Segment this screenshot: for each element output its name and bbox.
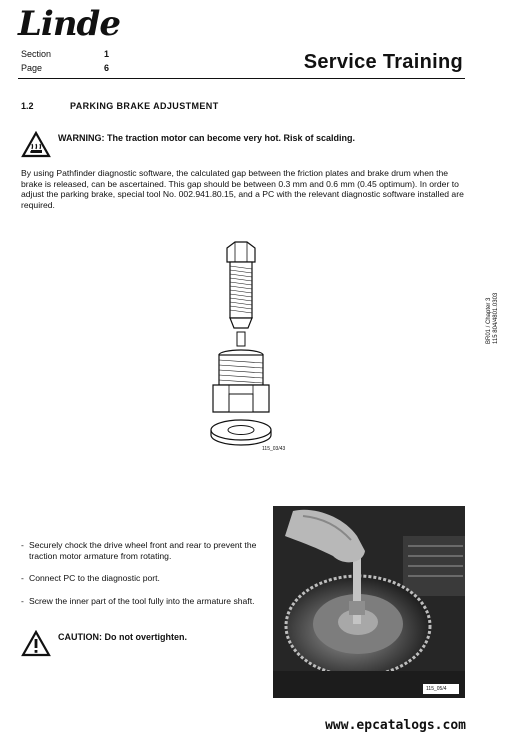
tool-in-armature-photo (273, 506, 465, 698)
bullet-dash: - (21, 573, 24, 584)
header-divider (18, 78, 465, 79)
side-note-line1: BR01 / Chapter 3 (486, 297, 492, 344)
list-item (21, 540, 261, 561)
special-tool-drawing (205, 240, 295, 455)
linde-logo: Linde (18, 4, 120, 44)
caution-text: CAUTION: Do not overtighten. (58, 632, 187, 642)
bullet-dash: - (21, 595, 24, 606)
hot-surface-warning-icon (21, 131, 51, 158)
page-title: Service Training (303, 51, 463, 73)
list-item (21, 596, 261, 607)
website-footer[interactable]: www.epcatalogs.com (325, 718, 466, 733)
list-item (21, 573, 261, 584)
intro-paragraph: By using Pathfinder diagnostic software, the calculated gap between the friction plates and brake drum when the brake is released, can be ascertained. This gap should be between 0.3 mm and 0.6 mm (0.45 optimum). In order to adjust the parking brake, special tool No. 002.941.80.15, and a PC with the relevant diagnostic software installed are required. (21, 168, 464, 210)
caution-icon (21, 630, 51, 657)
section-number: 1.2 (21, 101, 34, 111)
figure1-tag: 115_03/43 (262, 446, 286, 452)
list-item-text: Screw the inner part of the tool fully into the armature shaft. (29, 595, 255, 606)
list-item-text: Securely chock the drive wheel front and rear to prevent the traction motor armature from rotating. (29, 540, 257, 561)
side-note-line2: 115 804/4801.0303 (493, 292, 499, 344)
section-value: 1 (104, 49, 110, 59)
side-note (486, 284, 500, 344)
page-label: Page (21, 63, 43, 73)
instruction-list (21, 540, 261, 618)
warning-text: WARNING: The traction motor can become very hot. Risk of scalding. (58, 133, 356, 143)
section-label: Section (21, 49, 52, 59)
list-item-text: Connect PC to the diagnostic port. (29, 573, 160, 584)
bullet-dash: - (21, 540, 24, 550)
page-value: 6 (104, 63, 110, 73)
section-title: PARKING BRAKE ADJUSTMENT (70, 101, 219, 111)
figure2-tag: 115_05/4 (426, 686, 447, 692)
